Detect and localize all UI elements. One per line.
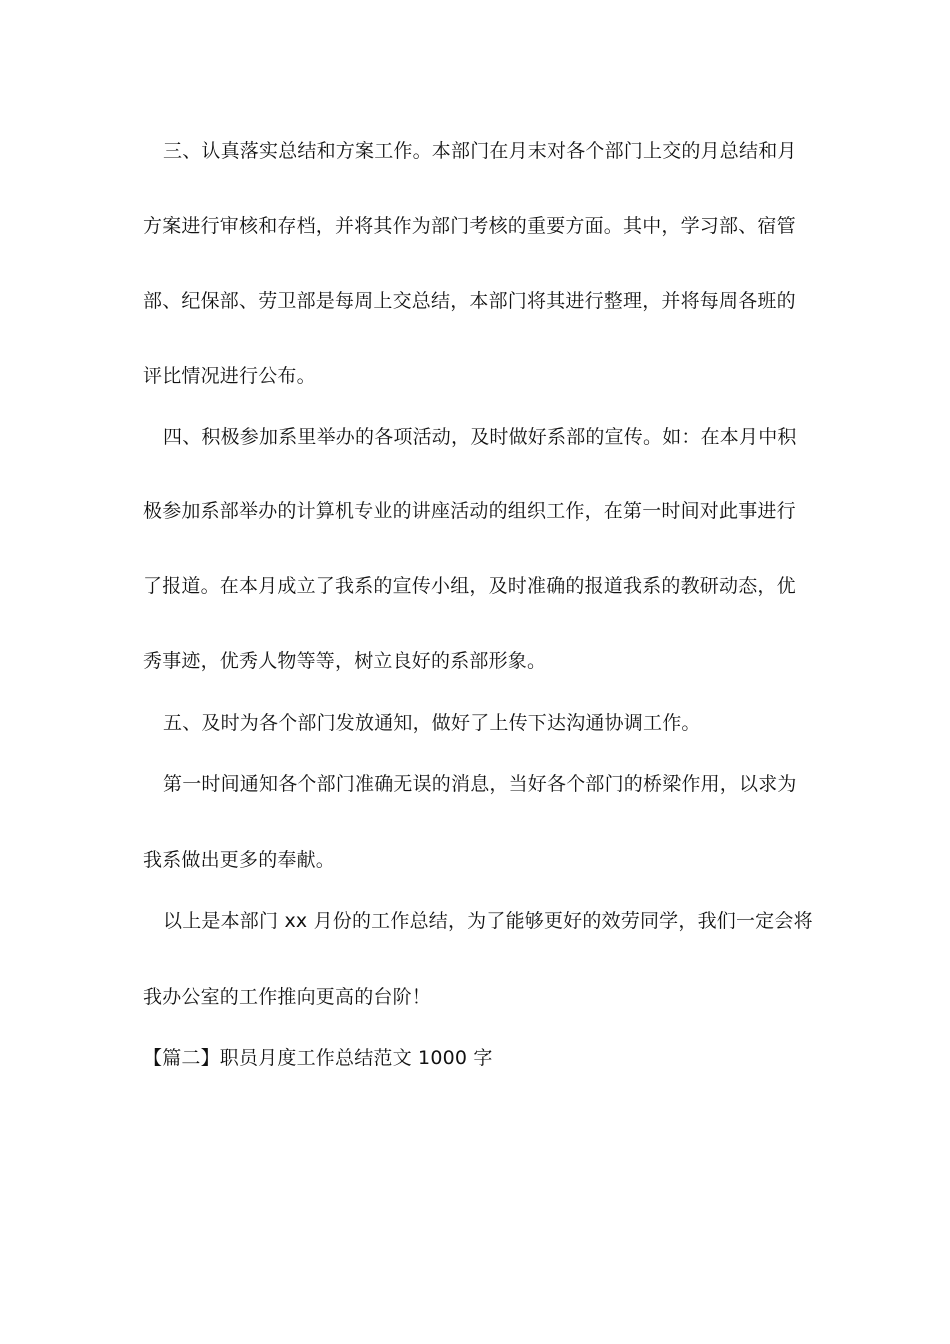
paragraph-3-line-2: 方案进行审核和存档，并将其作为部门考核的重要方面。其中，学习部、宿管	[143, 215, 796, 237]
paragraph-7-line-2: 我办公室的工作推向更高的台阶！	[143, 986, 432, 1008]
section-heading: 【篇二】职员月度工作总结范文 1000 字	[143, 1047, 493, 1069]
paragraph-4-line-1: 四、积极参加系里举办的各项活动，及时做好系部的宣传。如：在本月中积	[163, 426, 797, 448]
paragraph-4-line-2: 极参加系部举办的计算机专业的讲座活动的组织工作，在第一时间对此事进行	[143, 500, 796, 522]
paragraph-4-line-3: 了报道。在本月成立了我系的宣传小组，及时准确的报道我系的教研动态，优	[143, 575, 796, 597]
paragraph-5-line-1: 五、及时为各个部门发放通知，做好了上传下达沟通协调工作。	[163, 712, 701, 734]
paragraph-6-line-1: 第一时间通知各个部门准确无误的消息，当好各个部门的桥梁作用，以求为	[163, 773, 797, 795]
paragraph-3-line-4: 评比情况进行公布。	[143, 365, 316, 387]
paragraph-3-line-3: 部、纪保部、劳卫部是每周上交总结，本部门将其进行整理，并将每周各班的	[143, 290, 796, 312]
paragraph-4-line-4: 秀事迹，优秀人物等等，树立良好的系部形象。	[143, 650, 547, 672]
paragraph-3-line-1: 三、认真落实总结和方案工作。本部门在月末对各个部门上交的月总结和月	[163, 140, 797, 162]
paragraph-7-line-1: 以上是本部门 xx 月份的工作总结，为了能够更好的效劳同学，我们一定会将	[163, 910, 813, 932]
paragraph-6-line-2: 我系做出更多的奉献。	[143, 849, 336, 871]
